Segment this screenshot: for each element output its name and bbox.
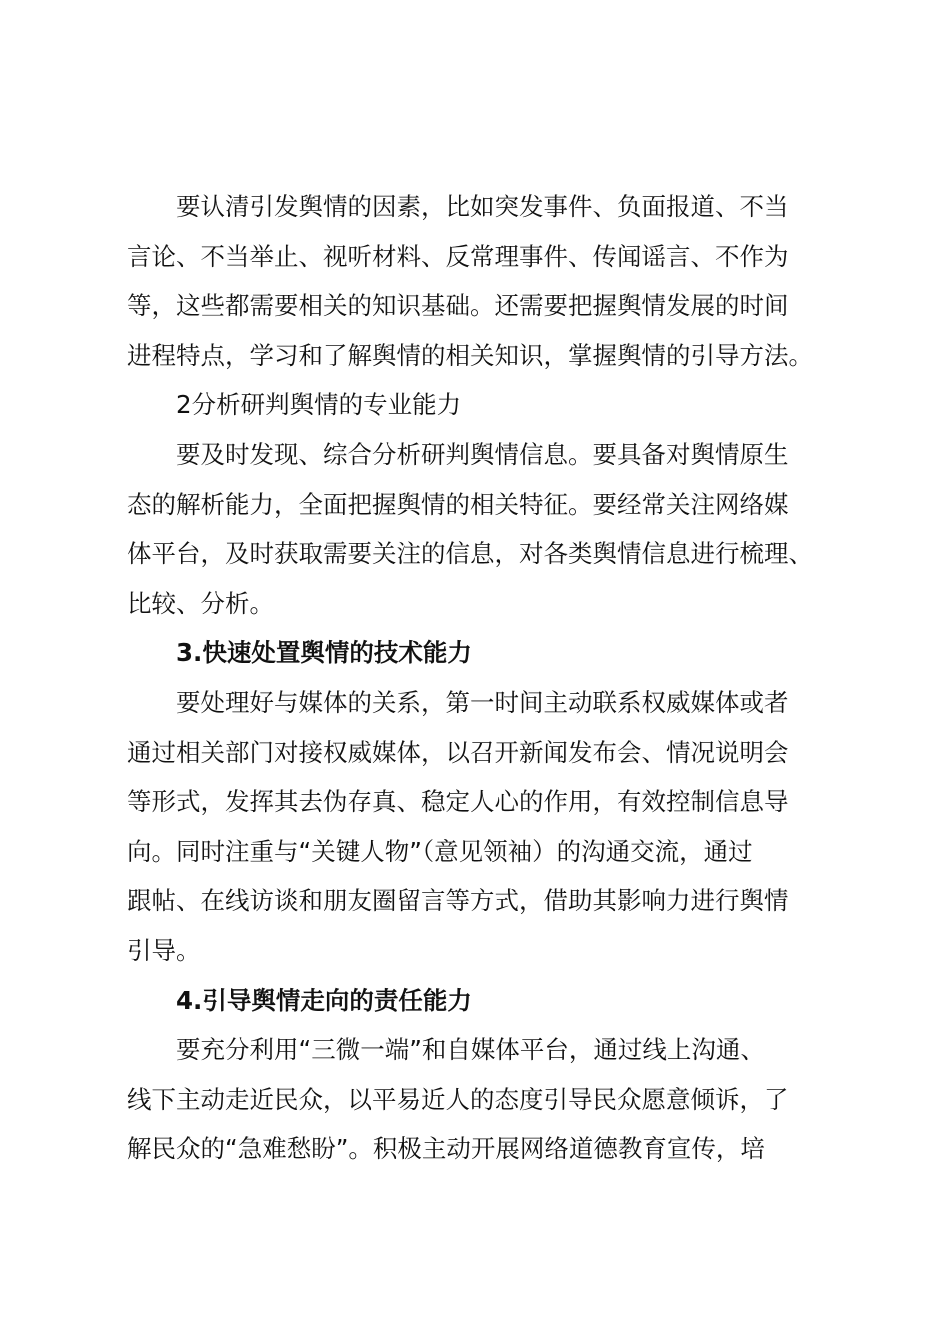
paragraph-handling-ability xyxy=(127,678,832,976)
section-heading-2: 2分析研判舆情的专业能力 xyxy=(176,390,462,420)
text-line: 要认清引发舆情的因素，比如突发事件、负面报道、不当 xyxy=(176,192,789,221)
text-line: 解民众的“急难愁盼”。积极主动开展网络道德教育宣传，培 xyxy=(127,1134,765,1164)
text-line: 要处理好与媒体的关系，第一时间主动联系权威媒体或者 xyxy=(176,687,789,717)
text-line: 通过相关部门对接权威媒体，以召开新闻发布会、情况说明会 xyxy=(127,737,789,767)
text-line: 言论、不当举止、视听材料、反常理事件、传闻谣言、不作为 xyxy=(127,241,789,271)
text-line: 跟帖、在线访谈和朋友圈留言等方式，借助其影响力进行舆情 xyxy=(127,886,789,916)
text-line: 引导。 xyxy=(127,935,201,965)
text-line: 态的解析能力，全面把握舆情的相关特征。要经常关注网络媒 xyxy=(127,489,789,519)
text-line: 进程特点，学习和了解舆情的相关知识，掌握舆情的引导方法。 xyxy=(127,340,813,370)
paragraph-influencing-factors xyxy=(127,182,832,380)
section-heading-3: 3.快速处置舆情的技术能力 xyxy=(176,638,472,668)
section-heading-4: 4.引导舆情走向的责任能力 xyxy=(176,985,472,1015)
text-line: 要及时发现、综合分析研判舆情信息。要具备对舆情原生 xyxy=(176,439,789,469)
text-line: 等形式，发挥其去伪存真、稳定人心的作用，有效控制信息导 xyxy=(127,787,789,817)
text-line: 向。同时注重与“关键人物”（意见领袖）的沟通交流，通过 xyxy=(127,836,753,866)
text-line: 线下主动走近民众，以平易近人的态度引导民众愿意倾诉，了 xyxy=(127,1084,789,1114)
text-line: 比较、分析。 xyxy=(127,588,274,618)
paragraph-guidance-ability xyxy=(127,1025,832,1174)
text-line: 要充分利用“三微一端”和自媒体平台，通过线上沟通、 xyxy=(176,1035,765,1065)
document-body xyxy=(127,182,832,1174)
text-line: 体平台，及时获取需要关注的信息，对各类舆情信息进行梳理、 xyxy=(127,539,813,569)
paragraph-analysis-ability xyxy=(127,430,832,628)
text-line: 等，这些都需要相关的知识基础。还需要把握舆情发展的时间 xyxy=(127,291,789,321)
